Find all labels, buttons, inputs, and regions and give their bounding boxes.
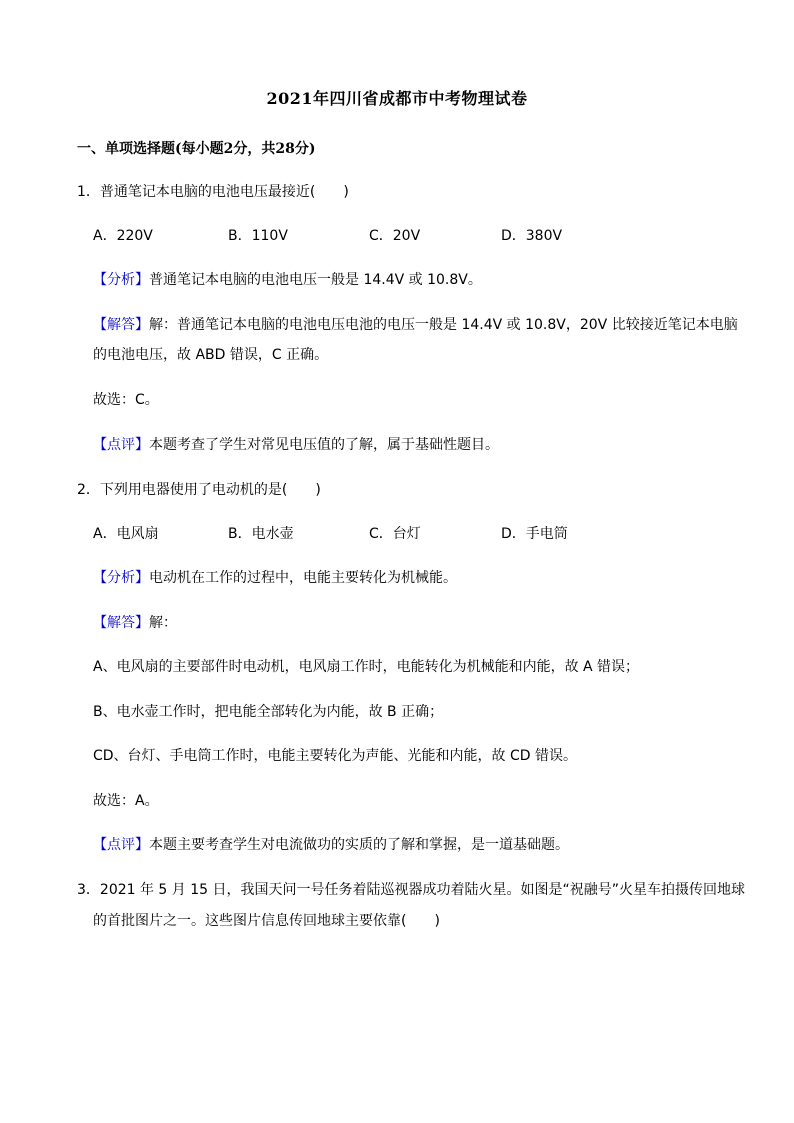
answer-tag: 【解答】 <box>93 615 149 631</box>
q2-option-c: C．台灯 <box>369 526 421 542</box>
answer-tag: 【解答】 <box>93 317 149 333</box>
comment-tag: 【点评】 <box>93 437 149 453</box>
answer-text: 解：普通笔记本电脑的电池电压电池的电压一般是 14.4V 或 10.8V，20V 比较接近笔记本电脑 <box>149 317 738 333</box>
page-title: 2021年四川省成都市中考物理试卷 <box>266 89 528 108</box>
q1-option-b: B．110V <box>228 228 288 244</box>
section-heading: 一、单项选择题(每小题2分，共28分) <box>77 141 316 157</box>
analysis-text: 电动机在工作的过程中，电能主要转化为机械能。 <box>149 570 457 586</box>
analysis-tag: 【分析】 <box>93 570 149 586</box>
comment-tag: 【点评】 <box>93 837 149 853</box>
q2-answer-head <box>93 613 177 633</box>
q1-answer-line1 <box>93 315 738 335</box>
comment-text: 本题考查了学生对常见电压值的了解，属于基础性题目。 <box>149 437 499 453</box>
q3-stem-line2: 的首批图片之一。这些图片信息传回地球主要依靠( ) <box>93 913 440 929</box>
q1-option-d: D．380V <box>501 228 563 244</box>
analysis-text: 普通笔记本电脑的电池电压一般是 14.4V 或 10.8V。 <box>149 272 482 288</box>
q2-line-a: A、电风扇的主要部件时电动机，电风扇工作时，电能转化为机械能和内能，故 A 错误； <box>93 659 640 675</box>
comment-text: 本题主要考查学生对电流做功的实质的了解和掌握，是一道基础题。 <box>149 837 569 853</box>
q2-option-d: D．手电筒 <box>501 526 568 542</box>
q1-stem: 1．普通笔记本电脑的电池电压最接近( ) <box>77 184 349 200</box>
q2-line-cd: CD、台灯、手电筒工作时，电能主要转化为声能、光能和内能，故 CD 错误。 <box>93 748 578 764</box>
q2-comment <box>93 835 569 855</box>
q3-stem-line1: 3．2021 年 5 月 15 日，我国天问一号任务着陆巡视器成功着陆火星。如图是“祝融号”火星车拍摄传回地球 <box>77 882 746 898</box>
analysis-tag: 【分析】 <box>93 272 149 288</box>
q2-stem: 2．下列用电器使用了电动机的是( ) <box>77 482 321 498</box>
answer-text: 解： <box>149 615 177 631</box>
q2-line-b: B、电水壶工作时，把电能全部转化为内能，故 B 正确； <box>93 704 444 720</box>
q1-option-a: A．220V <box>93 228 153 244</box>
q2-choice: 故选：A。 <box>93 793 159 809</box>
q1-comment <box>93 435 499 455</box>
q2-option-b: B．电水壶 <box>228 526 294 542</box>
q1-answer-line2: 的电池电压，故 ABD 错误，C 正确。 <box>93 347 329 363</box>
q1-option-c: C．20V <box>369 228 421 244</box>
q1-choice: 故选：C。 <box>93 392 159 408</box>
q1-analysis <box>93 270 482 290</box>
q2-analysis <box>93 568 457 588</box>
q2-option-a: A．电风扇 <box>93 526 159 542</box>
